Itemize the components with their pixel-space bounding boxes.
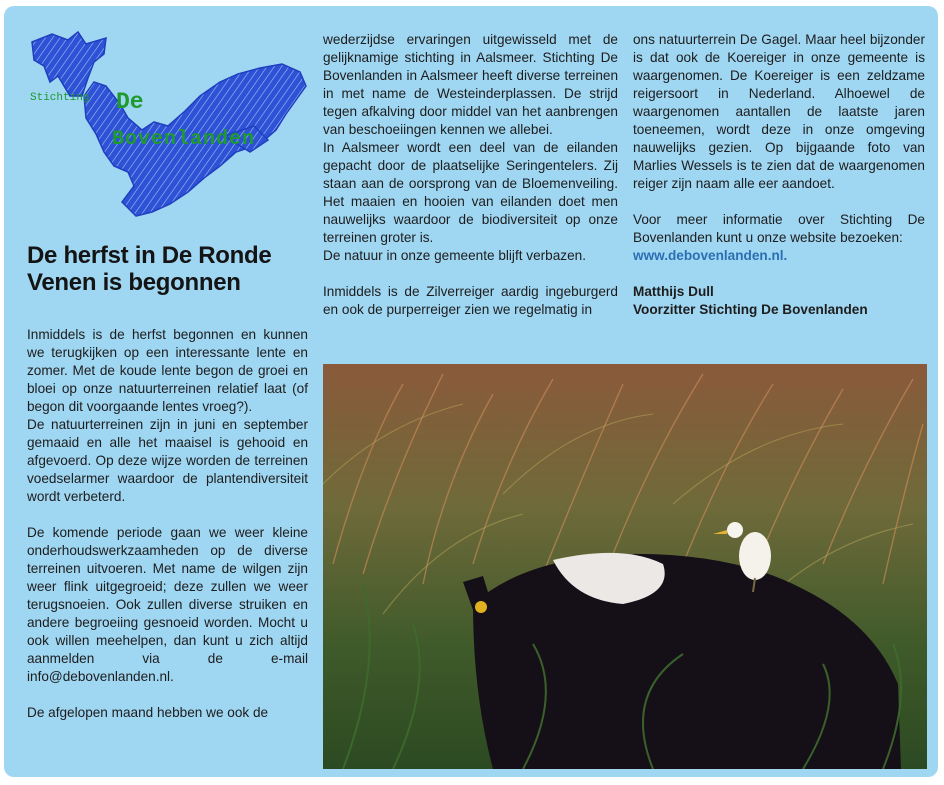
egret-cow-photo	[323, 364, 927, 769]
text-column-3	[633, 31, 925, 319]
website-link[interactable]: www.debovenlanden.nl.	[633, 248, 788, 263]
paragraph: In Aalsmeer wordt een deel van de eilanden gepacht door de plaatselijke Seringentelers. Zij staan aan de oorsprong van de Bloemenveiling. Het maaien en hooien van eilanden doet men nauwelijks waardoor de biodiversiteit op onze terreinen groter is.	[323, 140, 618, 245]
polder-map-icon	[32, 32, 306, 216]
paragraph: wederzijdse ervaringen uitgewisseld met de gelijknamige stichting in Aalsmeer. Stichting De Bovenlanden in Aalsmeer heeft diverse terreinen in met name de Westeinderplassen. De strijd tegen afkalving door middel van het aanbrengen van beschoeiingen kennen we allebei.	[323, 32, 618, 137]
paragraph: De afgelopen maand hebben we ook de	[27, 705, 269, 720]
logo-line-stichting: Stichting	[30, 92, 90, 104]
headline-line-2: Venen is begonnen	[27, 269, 241, 296]
paragraph: Inmiddels is de herfst begonnen en kunnen we terugkijken op een interessante lente en zomer. Met de koude lente begon de groei en bloei op onze natuurterreinen relatief laat (of begon dit voorgaande lentes vroeg?).	[27, 327, 308, 414]
headline-line-1: De herfst in De Ronde	[27, 242, 272, 269]
paragraph: De komende periode gaan we weer kleine onderhoudswerkzaamheden op de diverse terreinen uitvoeren. Met name de wilgen zijn weer flink uitgegroeid; deze zullen we weer terugsnoeien. Ook zullen diverse struiken en andere begroeiing gesnoeid worden. Mocht u ook willen meehelpen, dan kunt u zich altijd aanmelden via de e-mail info@debovenlanden.nl.	[27, 525, 308, 684]
logo-line-bovenlanden: Bovenlanden	[112, 128, 256, 151]
paragraph: De natuur in onze gemeente blijft verbazen.	[323, 248, 586, 263]
bovenlanden-logo	[24, 26, 314, 226]
article-panel	[4, 6, 938, 777]
article-headline	[27, 242, 312, 296]
signature-title: Voorzitter Stichting De Bovenlanden	[633, 302, 868, 317]
logo-line-de: De	[116, 89, 144, 115]
text-column-1	[27, 326, 308, 722]
signature-name: Matthijs Dull	[633, 284, 714, 299]
paragraph: ons natuurterrein De Gagel. Maar heel bijzonder is dat ook de Koereiger in onze gemeente is waargenomen. De Koereiger is een zeldzame reigersoort in Nederland. Alhoewel de waargenomen aantallen de laatste jaren toeneemen, wordt deze in onze omgeving nauwelijks gezien. Op bijgaande foto van Marlies Wessels is te zien dat de waargenomen reiger zijn naam alle eer aandoet.	[633, 32, 925, 191]
text-column-2	[323, 31, 618, 319]
paragraph: Voor meer informatie over Stichting De Bovenlanden kunt u onze website bezoeken:	[633, 212, 925, 245]
paragraph: Inmiddels is de Zilverreiger aardig ingeburgerd en ook de purperreiger zien we regelmatig in	[323, 284, 618, 317]
paragraph: De natuurterreinen zijn in juni en september gemaaid en alle het maaisel is gehooid en afgevoerd. Op deze wijze worden de terreinen voedselarmer waardoor de plantendiversiteit wordt verbeterd.	[27, 417, 308, 504]
